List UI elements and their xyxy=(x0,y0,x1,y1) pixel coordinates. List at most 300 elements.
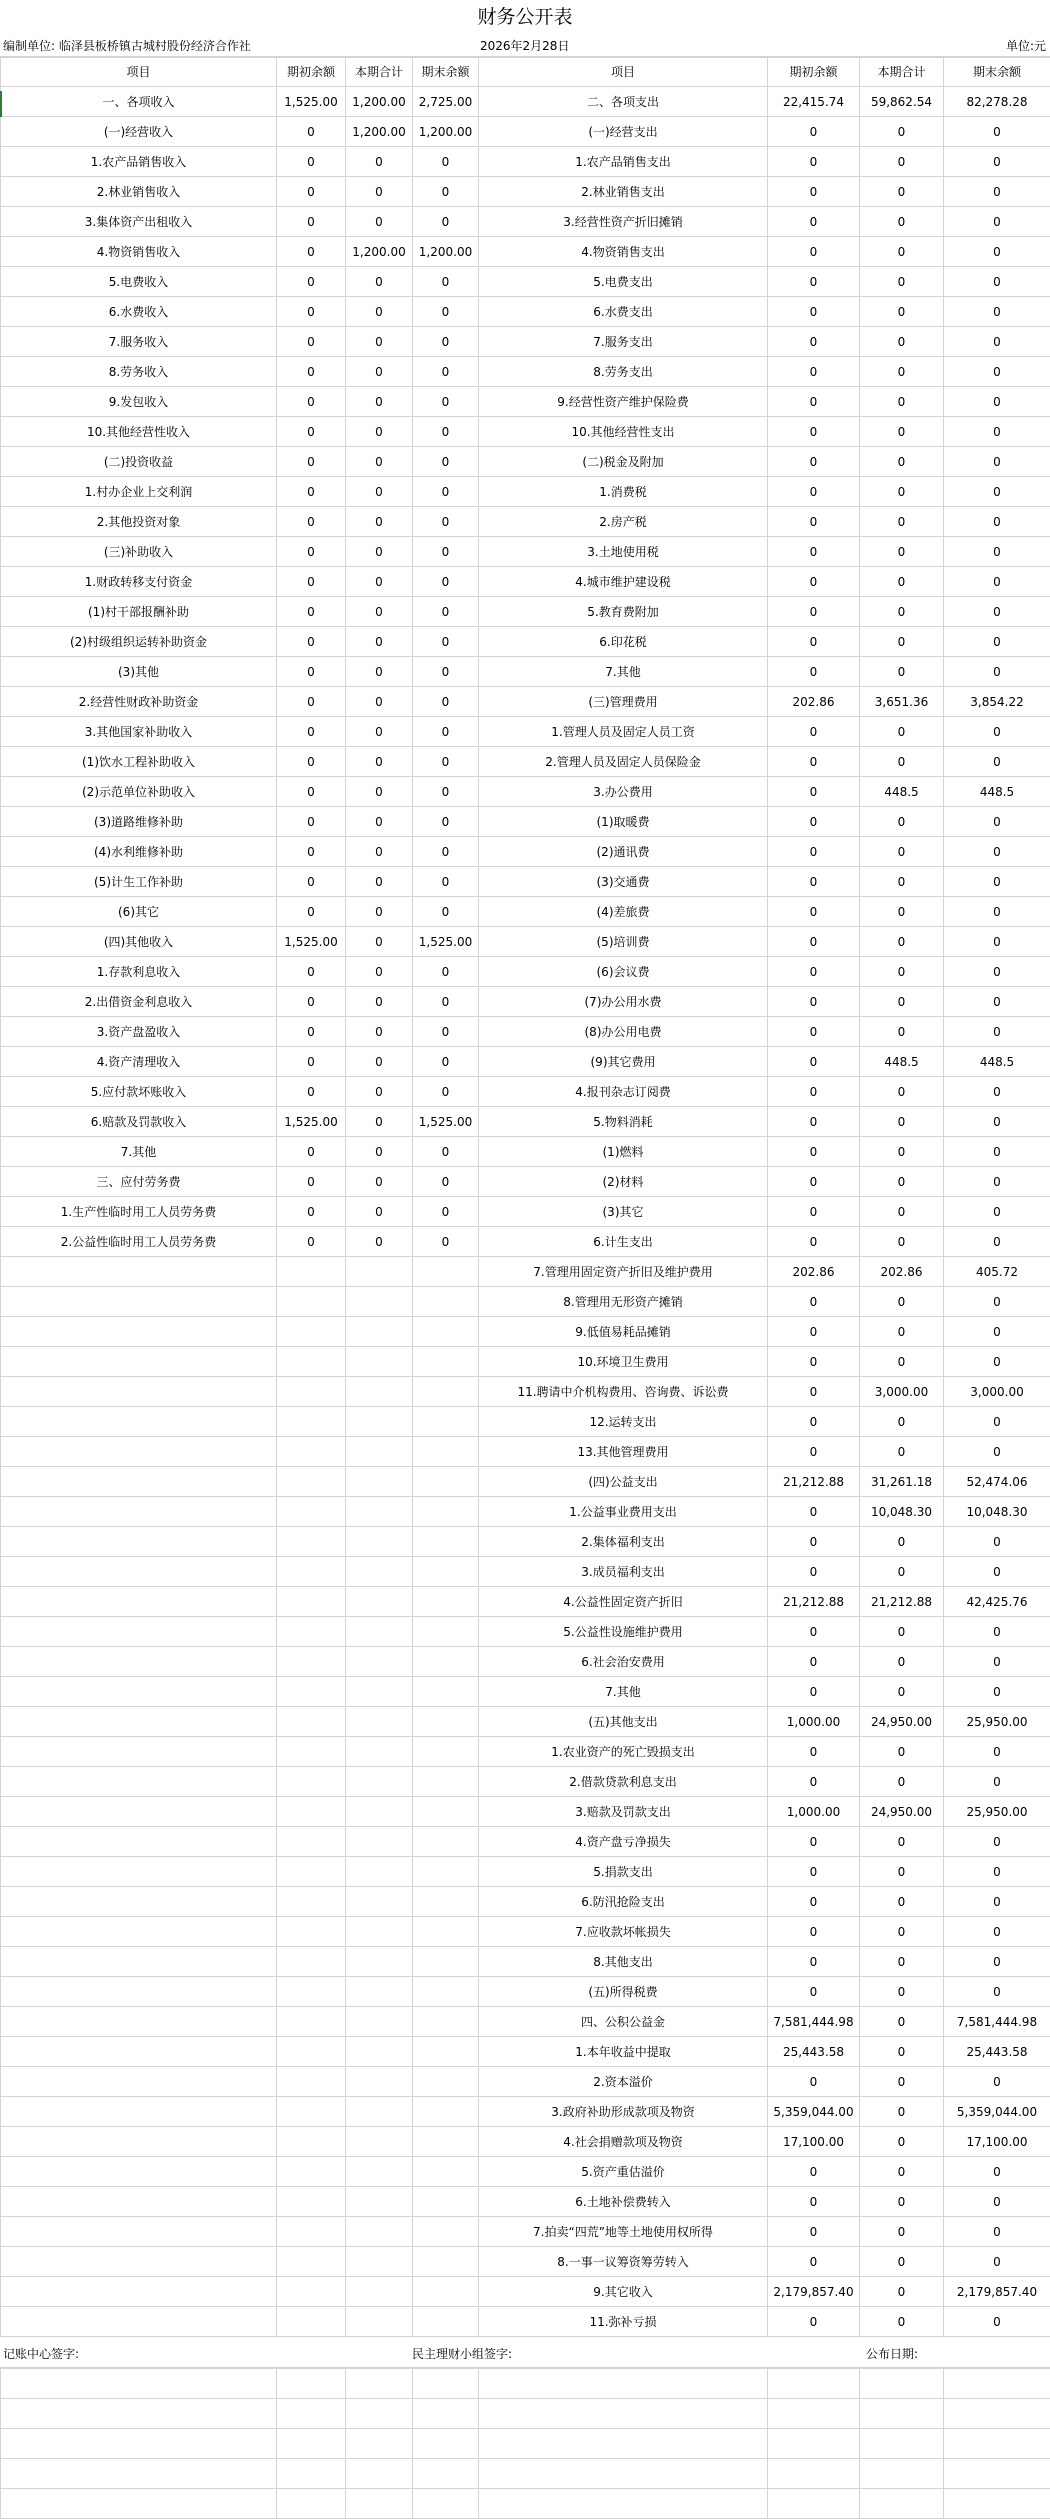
cell-left-begin[interactable]: 0 xyxy=(277,657,346,687)
cell-left-end[interactable]: 0 xyxy=(413,657,479,687)
cell-left-current[interactable] xyxy=(346,1857,413,1887)
cell-left-begin[interactable]: 0 xyxy=(277,147,346,177)
cell-left-end[interactable] xyxy=(413,1467,479,1497)
cell-left-item[interactable]: 2.经营性财政补助资金 xyxy=(1,687,277,717)
col-header-current-right[interactable]: 本期合计 xyxy=(860,58,944,87)
cell-right-current[interactable]: 0 xyxy=(860,387,944,417)
cell-left-item[interactable] xyxy=(1,2277,277,2307)
cell-right-end[interactable]: 0 xyxy=(944,1557,1050,1587)
cell-left-current[interactable]: 0 xyxy=(346,627,413,657)
cell-right-item[interactable]: 四、公积公益金 xyxy=(479,2007,768,2037)
cell-right-current[interactable]: 0 xyxy=(860,897,944,927)
cell-right-begin[interactable]: 0 xyxy=(768,1527,860,1557)
cell-right-item[interactable]: 4.社会捐赠款项及物资 xyxy=(479,2127,768,2157)
cell-right-current[interactable]: 0 xyxy=(860,537,944,567)
cell-right-begin[interactable]: 21,212.88 xyxy=(768,1467,860,1497)
cell-right-current[interactable]: 0 xyxy=(860,117,944,147)
cell-left-end[interactable] xyxy=(413,1377,479,1407)
cell-right-begin[interactable]: 0 xyxy=(768,1947,860,1977)
cell-right-end[interactable]: 0 xyxy=(944,177,1050,207)
cell-left-end[interactable]: 0 xyxy=(413,507,479,537)
cell-left-item[interactable] xyxy=(1,1437,277,1467)
cell-left-end[interactable] xyxy=(413,2157,479,2187)
cell-left-current[interactable]: 0 xyxy=(346,747,413,777)
cell-left-item[interactable] xyxy=(1,2007,277,2037)
blank-cell[interactable] xyxy=(479,2429,768,2459)
cell-right-begin[interactable]: 0 xyxy=(768,1977,860,2007)
cell-left-item[interactable]: 1.财政转移支付资金 xyxy=(1,567,277,597)
cell-left-item[interactable] xyxy=(1,1647,277,1677)
cell-right-end[interactable]: 0 xyxy=(944,837,1050,867)
cell-right-item[interactable]: 5.资产重估溢价 xyxy=(479,2157,768,2187)
blank-cell[interactable] xyxy=(944,2369,1050,2399)
cell-right-end[interactable]: 0 xyxy=(944,657,1050,687)
cell-right-end[interactable]: 5,359,044.00 xyxy=(944,2097,1050,2127)
cell-left-begin[interactable]: 0 xyxy=(277,1077,346,1107)
cell-right-item[interactable]: 6.计生支出 xyxy=(479,1227,768,1257)
cell-right-item[interactable]: 6.印花税 xyxy=(479,627,768,657)
cell-left-item[interactable]: 1.存款利息收入 xyxy=(1,957,277,987)
cell-left-item[interactable]: 2.出借资金利息收入 xyxy=(1,987,277,1017)
cell-left-current[interactable] xyxy=(346,2067,413,2097)
cell-right-current[interactable]: 0 xyxy=(860,657,944,687)
col-header-item-left[interactable]: 项目 xyxy=(1,58,277,87)
cell-right-current[interactable]: 10,048.30 xyxy=(860,1497,944,1527)
cell-right-end[interactable]: 448.5 xyxy=(944,777,1050,807)
cell-left-end[interactable] xyxy=(413,1437,479,1467)
blank-cell[interactable] xyxy=(346,2369,413,2399)
cell-left-begin[interactable] xyxy=(277,1857,346,1887)
cell-right-begin[interactable]: 0 xyxy=(768,1107,860,1137)
cell-right-current[interactable]: 0 xyxy=(860,837,944,867)
cell-right-begin[interactable]: 202.86 xyxy=(768,687,860,717)
cell-right-begin[interactable]: 0 xyxy=(768,1197,860,1227)
cell-left-item[interactable]: 三、应付劳务费 xyxy=(1,1167,277,1197)
cell-left-current[interactable] xyxy=(346,2277,413,2307)
cell-left-begin[interactable] xyxy=(277,2307,346,2337)
cell-right-end[interactable]: 0 xyxy=(944,237,1050,267)
cell-left-end[interactable]: 0 xyxy=(413,177,479,207)
cell-right-item[interactable]: 4.资产盘亏净损失 xyxy=(479,1827,768,1857)
cell-left-current[interactable] xyxy=(346,1707,413,1737)
cell-left-begin[interactable]: 0 xyxy=(277,1197,346,1227)
cell-right-end[interactable]: 0 xyxy=(944,567,1050,597)
blank-cell[interactable] xyxy=(768,2489,860,2519)
cell-right-begin[interactable]: 0 xyxy=(768,747,860,777)
cell-right-current[interactable]: 3,000.00 xyxy=(860,1377,944,1407)
cell-right-current[interactable]: 0 xyxy=(860,417,944,447)
cell-left-begin[interactable] xyxy=(277,1947,346,1977)
cell-left-current[interactable]: 0 xyxy=(346,297,413,327)
cell-right-begin[interactable]: 0 xyxy=(768,957,860,987)
cell-right-begin[interactable]: 0 xyxy=(768,387,860,417)
cell-left-current[interactable] xyxy=(346,1977,413,2007)
cell-right-begin[interactable]: 0 xyxy=(768,2247,860,2277)
cell-right-begin[interactable]: 25,443.58 xyxy=(768,2037,860,2067)
cell-right-end[interactable]: 0 xyxy=(944,267,1050,297)
cell-left-begin[interactable]: 0 xyxy=(277,297,346,327)
blank-cell[interactable] xyxy=(479,2489,768,2519)
cell-left-item[interactable] xyxy=(1,2067,277,2097)
cell-right-begin[interactable]: 0 xyxy=(768,897,860,927)
blank-cell[interactable] xyxy=(768,2429,860,2459)
cell-left-current[interactable]: 0 xyxy=(346,867,413,897)
cell-left-current[interactable]: 0 xyxy=(346,927,413,957)
cell-right-end[interactable]: 0 xyxy=(944,1647,1050,1677)
cell-left-item[interactable] xyxy=(1,2187,277,2217)
blank-cell[interactable] xyxy=(413,2489,479,2519)
cell-right-item[interactable]: (五)所得税费 xyxy=(479,1977,768,2007)
cell-right-current[interactable]: 0 xyxy=(860,1077,944,1107)
col-header-begin-left[interactable]: 期初余额 xyxy=(277,58,346,87)
cell-right-current[interactable]: 0 xyxy=(860,867,944,897)
cell-right-current[interactable]: 0 xyxy=(860,1407,944,1437)
cell-right-item[interactable]: 二、各项支出 xyxy=(479,87,768,117)
cell-right-item[interactable]: (四)公益支出 xyxy=(479,1467,768,1497)
cell-right-item[interactable]: (一)经营支出 xyxy=(479,117,768,147)
cell-left-end[interactable]: 0 xyxy=(413,777,479,807)
cell-right-item[interactable]: 8.其他支出 xyxy=(479,1947,768,1977)
blank-cell[interactable] xyxy=(413,2429,479,2459)
cell-left-begin[interactable] xyxy=(277,1287,346,1317)
cell-right-current[interactable]: 0 xyxy=(860,1197,944,1227)
cell-right-begin[interactable]: 1,000.00 xyxy=(768,1797,860,1827)
cell-left-item[interactable]: 10.其他经营性收入 xyxy=(1,417,277,447)
blank-cell[interactable] xyxy=(479,2459,768,2489)
cell-right-end[interactable]: 0 xyxy=(944,2307,1050,2337)
cell-right-item[interactable]: 3.政府补助形成款项及物资 xyxy=(479,2097,768,2127)
cell-left-current[interactable] xyxy=(346,1467,413,1497)
cell-left-current[interactable]: 0 xyxy=(346,777,413,807)
cell-left-begin[interactable] xyxy=(277,2127,346,2157)
cell-left-begin[interactable]: 0 xyxy=(277,357,346,387)
cell-right-end[interactable]: 0 xyxy=(944,1017,1050,1047)
cell-left-begin[interactable]: 1,525.00 xyxy=(277,87,346,117)
cell-right-item[interactable]: 5.物料消耗 xyxy=(479,1107,768,1137)
cell-right-end[interactable]: 0 xyxy=(944,537,1050,567)
cell-left-item[interactable]: 3.集体资产出租收入 xyxy=(1,207,277,237)
cell-right-end[interactable]: 0 xyxy=(944,717,1050,747)
cell-right-begin[interactable]: 0 xyxy=(768,1047,860,1077)
cell-left-item[interactable] xyxy=(1,1737,277,1767)
cell-left-current[interactable] xyxy=(346,1887,413,1917)
cell-right-item[interactable]: (2)材料 xyxy=(479,1167,768,1197)
cell-right-begin[interactable]: 21,212.88 xyxy=(768,1587,860,1617)
cell-left-item[interactable] xyxy=(1,1707,277,1737)
cell-right-item[interactable]: 3.经营性资产折旧摊销 xyxy=(479,207,768,237)
cell-right-item[interactable]: (6)会议费 xyxy=(479,957,768,987)
cell-left-begin[interactable]: 0 xyxy=(277,957,346,987)
cell-left-current[interactable]: 1,200.00 xyxy=(346,87,413,117)
cell-left-current[interactable] xyxy=(346,1617,413,1647)
cell-left-item[interactable]: 9.发包收入 xyxy=(1,387,277,417)
cell-left-item[interactable]: 2.林业销售收入 xyxy=(1,177,277,207)
cell-left-current[interactable] xyxy=(346,2247,413,2277)
cell-left-current[interactable] xyxy=(346,1767,413,1797)
cell-left-begin[interactable]: 0 xyxy=(277,507,346,537)
cell-left-item[interactable] xyxy=(1,2097,277,2127)
cell-right-current[interactable]: 0 xyxy=(860,507,944,537)
cell-left-end[interactable] xyxy=(413,2037,479,2067)
blank-cell[interactable] xyxy=(1,2459,277,2489)
blank-cell[interactable] xyxy=(944,2489,1050,2519)
cell-right-current[interactable]: 0 xyxy=(860,357,944,387)
cell-right-current[interactable]: 0 xyxy=(860,807,944,837)
cell-right-current[interactable]: 0 xyxy=(860,717,944,747)
cell-right-begin[interactable]: 0 xyxy=(768,1677,860,1707)
cell-right-begin[interactable]: 0 xyxy=(768,657,860,687)
cell-left-item[interactable] xyxy=(1,2247,277,2277)
blank-cell[interactable] xyxy=(860,2459,944,2489)
cell-right-current[interactable]: 0 xyxy=(860,1107,944,1137)
cell-left-item[interactable]: 5.应付款坏账收入 xyxy=(1,1077,277,1107)
cell-right-end[interactable]: 448.5 xyxy=(944,1047,1050,1077)
cell-left-item[interactable] xyxy=(1,1947,277,1977)
cell-left-item[interactable] xyxy=(1,1377,277,1407)
cell-right-item[interactable]: 7.服务支出 xyxy=(479,327,768,357)
cell-left-item[interactable] xyxy=(1,1677,277,1707)
cell-left-current[interactable]: 0 xyxy=(346,1137,413,1167)
cell-left-current[interactable] xyxy=(346,1437,413,1467)
cell-right-item[interactable]: 8.管理用无形资产摊销 xyxy=(479,1287,768,1317)
cell-right-item[interactable]: 5.公益性设施维护费用 xyxy=(479,1617,768,1647)
blank-cell[interactable] xyxy=(413,2399,479,2429)
blank-cell[interactable] xyxy=(768,2369,860,2399)
cell-left-item[interactable] xyxy=(1,1917,277,1947)
cell-right-item[interactable]: (8)办公用电费 xyxy=(479,1017,768,1047)
cell-left-begin[interactable]: 0 xyxy=(277,1047,346,1077)
cell-left-end[interactable]: 0 xyxy=(413,207,479,237)
cell-right-end[interactable]: 0 xyxy=(944,1887,1050,1917)
cell-left-begin[interactable]: 0 xyxy=(277,477,346,507)
cell-right-item[interactable]: 5.电费支出 xyxy=(479,267,768,297)
cell-left-end[interactable] xyxy=(413,1887,479,1917)
cell-left-current[interactable]: 0 xyxy=(346,1197,413,1227)
cell-right-end[interactable]: 0 xyxy=(944,1917,1050,1947)
cell-right-begin[interactable]: 17,100.00 xyxy=(768,2127,860,2157)
cell-right-end[interactable]: 0 xyxy=(944,1977,1050,2007)
cell-left-end[interactable] xyxy=(413,1977,479,2007)
cell-right-current[interactable]: 0 xyxy=(860,1437,944,1467)
cell-right-current[interactable]: 0 xyxy=(860,1647,944,1677)
cell-right-item[interactable]: 1.消费税 xyxy=(479,477,768,507)
cell-left-item[interactable]: 4.资产清理收入 xyxy=(1,1047,277,1077)
cell-right-begin[interactable]: 0 xyxy=(768,147,860,177)
cell-left-end[interactable]: 0 xyxy=(413,1167,479,1197)
cell-left-item[interactable] xyxy=(1,1347,277,1377)
cell-right-begin[interactable]: 0 xyxy=(768,777,860,807)
cell-left-begin[interactable] xyxy=(277,1617,346,1647)
cell-right-current[interactable]: 0 xyxy=(860,2007,944,2037)
cell-right-current[interactable]: 0 xyxy=(860,1557,944,1587)
cell-right-end[interactable]: 0 xyxy=(944,507,1050,537)
cell-right-end[interactable]: 0 xyxy=(944,1827,1050,1857)
col-header-end-right[interactable]: 期末余额 xyxy=(944,58,1050,87)
cell-right-begin[interactable]: 22,415.74 xyxy=(768,87,860,117)
cell-left-end[interactable] xyxy=(413,2007,479,2037)
cell-left-begin[interactable] xyxy=(277,1647,346,1677)
cell-right-item[interactable]: 7.管理用固定资产折旧及维护费用 xyxy=(479,1257,768,1287)
cell-right-item[interactable]: 4.物资销售支出 xyxy=(479,237,768,267)
cell-left-item[interactable]: (四)其他收入 xyxy=(1,927,277,957)
cell-left-item[interactable] xyxy=(1,2127,277,2157)
cell-right-end[interactable]: 25,950.00 xyxy=(944,1707,1050,1737)
cell-right-end[interactable]: 52,474.06 xyxy=(944,1467,1050,1497)
cell-right-item[interactable]: 7.拍卖“四荒”地等土地使用权所得 xyxy=(479,2217,768,2247)
cell-right-end[interactable]: 0 xyxy=(944,1767,1050,1797)
cell-left-begin[interactable] xyxy=(277,2037,346,2067)
blank-cell[interactable] xyxy=(860,2489,944,2519)
cell-right-current[interactable]: 0 xyxy=(860,2157,944,2187)
cell-left-end[interactable] xyxy=(413,1797,479,1827)
blank-cell[interactable] xyxy=(1,2429,277,2459)
cell-right-begin[interactable]: 0 xyxy=(768,267,860,297)
cell-left-current[interactable]: 0 xyxy=(346,177,413,207)
cell-right-begin[interactable]: 1,000.00 xyxy=(768,1707,860,1737)
cell-left-end[interactable] xyxy=(413,2097,479,2127)
cell-left-current[interactable] xyxy=(346,2037,413,2067)
cell-right-begin[interactable]: 2,179,857.40 xyxy=(768,2277,860,2307)
cell-right-end[interactable]: 0 xyxy=(944,2247,1050,2277)
cell-left-end[interactable]: 0 xyxy=(413,897,479,927)
blank-cell[interactable] xyxy=(944,2429,1050,2459)
cell-left-current[interactable] xyxy=(346,2217,413,2247)
cell-right-end[interactable]: 0 xyxy=(944,1737,1050,1767)
cell-left-end[interactable]: 0 xyxy=(413,957,479,987)
cell-right-current[interactable]: 448.5 xyxy=(860,777,944,807)
cell-right-current[interactable]: 0 xyxy=(860,327,944,357)
cell-right-end[interactable]: 0 xyxy=(944,447,1050,477)
cell-right-end[interactable]: 0 xyxy=(944,477,1050,507)
cell-right-begin[interactable]: 0 xyxy=(768,537,860,567)
cell-right-begin[interactable]: 0 xyxy=(768,1167,860,1197)
cell-right-item[interactable]: 4.报刊杂志订阅费 xyxy=(479,1077,768,1107)
cell-right-current[interactable]: 59,862.54 xyxy=(860,87,944,117)
cell-right-begin[interactable]: 7,581,444.98 xyxy=(768,2007,860,2037)
cell-left-item[interactable] xyxy=(1,1257,277,1287)
cell-right-current[interactable]: 0 xyxy=(860,1947,944,1977)
cell-left-current[interactable] xyxy=(346,1647,413,1677)
cell-right-begin[interactable]: 0 xyxy=(768,717,860,747)
blank-cell[interactable] xyxy=(479,2369,768,2399)
cell-right-item[interactable]: 5.捐款支出 xyxy=(479,1857,768,1887)
col-header-end-left[interactable]: 期末余额 xyxy=(413,58,479,87)
cell-right-end[interactable]: 0 xyxy=(944,1137,1050,1167)
cell-left-current[interactable]: 0 xyxy=(346,987,413,1017)
cell-right-begin[interactable]: 0 xyxy=(768,1287,860,1317)
cell-left-end[interactable]: 0 xyxy=(413,147,479,177)
cell-left-current[interactable] xyxy=(346,1557,413,1587)
cell-left-begin[interactable]: 0 xyxy=(277,897,346,927)
cell-right-begin[interactable]: 0 xyxy=(768,1887,860,1917)
cell-right-item[interactable]: 2.管理人员及固定人员保险金 xyxy=(479,747,768,777)
cell-left-begin[interactable]: 0 xyxy=(277,717,346,747)
cell-right-current[interactable]: 0 xyxy=(860,1737,944,1767)
cell-left-item[interactable] xyxy=(1,1977,277,2007)
cell-left-begin[interactable]: 1,525.00 xyxy=(277,1107,346,1137)
cell-left-begin[interactable] xyxy=(277,1977,346,2007)
cell-left-end[interactable]: 0 xyxy=(413,987,479,1017)
cell-left-item[interactable] xyxy=(1,2157,277,2187)
cell-left-item[interactable]: (2)村级组织运转补助资金 xyxy=(1,627,277,657)
cell-right-item[interactable]: 10.环境卫生费用 xyxy=(479,1347,768,1377)
cell-left-end[interactable]: 0 xyxy=(413,327,479,357)
cell-right-begin[interactable]: 0 xyxy=(768,327,860,357)
cell-right-current[interactable]: 0 xyxy=(860,447,944,477)
cell-left-item[interactable]: 6.赔款及罚款收入 xyxy=(1,1107,277,1137)
cell-left-item[interactable]: (1)村干部报酬补助 xyxy=(1,597,277,627)
cell-left-current[interactable]: 0 xyxy=(346,1167,413,1197)
cell-left-begin[interactable]: 0 xyxy=(277,627,346,657)
cell-right-item[interactable]: (3)交通费 xyxy=(479,867,768,897)
cell-left-begin[interactable] xyxy=(277,1437,346,1467)
cell-right-end[interactable]: 0 xyxy=(944,1227,1050,1257)
cell-left-current[interactable]: 1,200.00 xyxy=(346,237,413,267)
cell-left-current[interactable]: 0 xyxy=(346,717,413,747)
cell-right-begin[interactable]: 0 xyxy=(768,2307,860,2337)
cell-right-current[interactable]: 0 xyxy=(860,2097,944,2127)
cell-right-current[interactable]: 0 xyxy=(860,987,944,1017)
cell-right-end[interactable]: 0 xyxy=(944,1317,1050,1347)
cell-left-current[interactable] xyxy=(346,2157,413,2187)
cell-right-item[interactable]: 2.房产税 xyxy=(479,507,768,537)
cell-right-item[interactable]: (9)其它费用 xyxy=(479,1047,768,1077)
cell-right-end[interactable]: 0 xyxy=(944,597,1050,627)
cell-right-current[interactable]: 0 xyxy=(860,1677,944,1707)
cell-left-item[interactable] xyxy=(1,1467,277,1497)
cell-left-current[interactable] xyxy=(346,1737,413,1767)
blank-cell[interactable] xyxy=(944,2459,1050,2489)
cell-right-current[interactable]: 0 xyxy=(860,927,944,957)
cell-left-begin[interactable] xyxy=(277,1317,346,1347)
blank-cell[interactable] xyxy=(277,2459,346,2489)
cell-left-end[interactable] xyxy=(413,1677,479,1707)
cell-left-end[interactable] xyxy=(413,2247,479,2277)
cell-left-current[interactable] xyxy=(346,2307,413,2337)
cell-right-current[interactable]: 0 xyxy=(860,207,944,237)
cell-right-end[interactable]: 0 xyxy=(944,1347,1050,1377)
cell-right-item[interactable]: 13.其他管理费用 xyxy=(479,1437,768,1467)
cell-right-begin[interactable]: 0 xyxy=(768,567,860,597)
cell-left-end[interactable]: 0 xyxy=(413,717,479,747)
cell-right-begin[interactable]: 0 xyxy=(768,357,860,387)
cell-left-item[interactable]: 3.其他国家补助收入 xyxy=(1,717,277,747)
cell-right-end[interactable]: 0 xyxy=(944,147,1050,177)
cell-left-end[interactable]: 0 xyxy=(413,1047,479,1077)
cell-left-begin[interactable] xyxy=(277,1917,346,1947)
cell-right-current[interactable]: 0 xyxy=(860,237,944,267)
cell-right-current[interactable]: 0 xyxy=(860,177,944,207)
cell-right-end[interactable]: 0 xyxy=(944,1527,1050,1557)
cell-right-item[interactable]: 11.弥补亏损 xyxy=(479,2307,768,2337)
cell-right-begin[interactable]: 0 xyxy=(768,837,860,867)
cell-right-item[interactable]: 9.低值易耗品摊销 xyxy=(479,1317,768,1347)
cell-right-begin[interactable]: 0 xyxy=(768,237,860,267)
blank-cell[interactable] xyxy=(277,2429,346,2459)
cell-left-end[interactable]: 0 xyxy=(413,387,479,417)
cell-left-current[interactable]: 0 xyxy=(346,957,413,987)
cell-right-current[interactable]: 0 xyxy=(860,747,944,777)
cell-left-end[interactable]: 0 xyxy=(413,447,479,477)
cell-left-begin[interactable]: 0 xyxy=(277,987,346,1017)
cell-right-current[interactable]: 0 xyxy=(860,1317,944,1347)
cell-left-begin[interactable] xyxy=(277,2007,346,2037)
cell-left-current[interactable] xyxy=(346,2187,413,2217)
cell-right-end[interactable]: 0 xyxy=(944,2187,1050,2217)
cell-right-begin[interactable]: 0 xyxy=(768,417,860,447)
cell-left-current[interactable]: 0 xyxy=(346,597,413,627)
cell-left-begin[interactable] xyxy=(277,1737,346,1767)
